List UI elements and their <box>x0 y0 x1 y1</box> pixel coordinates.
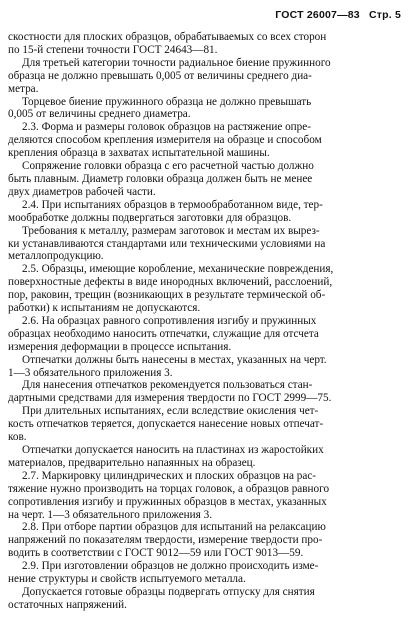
text-line: Отпечатки должны быть нанесены в местах, указанных на черт. <box>8 353 327 366</box>
page-number: Стр. 5 <box>368 9 401 21</box>
text-line: Сопряжение головки образца с его расчетной частью должно <box>8 160 314 173</box>
text-line: 2.9. При изготовлении образцов не должно происходить изме- <box>8 560 319 573</box>
text-line: остаточных напряжений. <box>8 598 127 611</box>
text-line: Торцевое биение пружинного образца не должно превышать <box>8 95 312 108</box>
text-line: крепления образца в захватах испытательной машины. <box>8 147 270 160</box>
text-line: Отпечатки допускается наносить на пластинах из жаростойких <box>8 444 324 456</box>
text-line: двух диаметров рабочей части. <box>8 185 156 198</box>
text-line: кость отпечатков теряется, допускается нанесение новых отпечат- <box>8 418 324 431</box>
text-line: работки) к испытаниям не допускаются. <box>8 302 201 315</box>
text-line: деляются способом крепления измерителя на образце и способом <box>8 134 322 147</box>
text-line: 1—3 обязательного приложения 3. <box>8 366 173 379</box>
text-line: 0,005 от величины среднего диаметра. <box>8 108 191 121</box>
text-line: 2.7. Маркировку цилиндрических и плоских образцов на рас- <box>8 469 317 482</box>
body-text <box>8 31 405 612</box>
text-line: ки устанавливаются стандартами или техническими условиями на <box>8 237 326 250</box>
text-line: Для третьей категории точности радиальное биение пружинного <box>8 56 331 69</box>
text-line: металлопродукцию. <box>8 250 104 263</box>
text-line: на черт. 1—3 обязательного приложения 3. <box>8 508 212 521</box>
text-line: метра. <box>8 82 39 95</box>
text-line: сопротивления изгибу и пружинных образцов в местах, указанных <box>8 495 327 508</box>
text-line: нение структуры и свойств испытуемого металла. <box>8 573 246 586</box>
text-line: тяжение нужно производить на торцах головок, а образцов равного <box>8 482 330 495</box>
text-line: Допускается готовые образцы подвергать отпуску для снятия <box>8 585 315 598</box>
text-line: 2.3. Форма и размеры головок образцов на растяжение опре- <box>8 121 311 134</box>
text-line: напряжений по показателям твердости, измерение твердости про- <box>8 534 323 547</box>
text-line: пор, раковин, трещин (возникающих в результате термической об- <box>8 289 326 302</box>
text-line: мообработке должны подвергаться заготовки для образцов. <box>8 211 292 224</box>
text-line: образца не должно превышать 0,005 от величины среднего диа- <box>8 69 312 82</box>
text-line: Требования к металлу, размерам заготовок и местам их вырез- <box>8 224 320 237</box>
text-line: поверхностные дефекты в виде инородных включений, расслоений, <box>8 276 333 289</box>
text-line: измерения деформации в процессе испытания. <box>8 340 232 353</box>
text-line: ков. <box>8 431 27 444</box>
text-line: образцах необходимо наносить отпечатки, служащие для отсчета <box>8 327 319 340</box>
text-line: 2.8. При отборе партии образцов для испытаний на релаксацию <box>8 521 326 534</box>
text-line: материалов, предварительно напаянных на образец. <box>8 456 256 469</box>
standard-number: ГОСТ 26007—83 <box>275 9 360 21</box>
text-line: быть плавным. Диаметр головки образца должен быть не менее <box>8 172 313 185</box>
page-header <box>269 9 401 21</box>
text-line: дартными средствами для измерения твердости по ГОСТ 2999—75. <box>8 392 332 405</box>
text-line: 2.6. На образцах равного сопротивления изгибу и пружинных <box>8 314 317 327</box>
text-line: 2.4. При испытаниях образцов в термообработанном виде, тер- <box>8 198 323 211</box>
text-line: Для нанесения отпечатков рекомендуется пользоваться стан- <box>8 379 313 392</box>
text-line: 2.5. Образцы, имеющие коробление, механические повреждения, <box>8 263 334 276</box>
text-line: При длительных испытаниях, если вследствие окисления чет- <box>8 405 319 418</box>
text-line: по 15-й степени точности ГОСТ 24643—81. <box>8 43 218 56</box>
text-line: скостности для плоских образцов, обрабатываемых со всех сторон <box>8 31 327 43</box>
text-line: водить в соответствии с ГОСТ 9012—59 или ГОСТ 9013—59. <box>8 547 304 560</box>
